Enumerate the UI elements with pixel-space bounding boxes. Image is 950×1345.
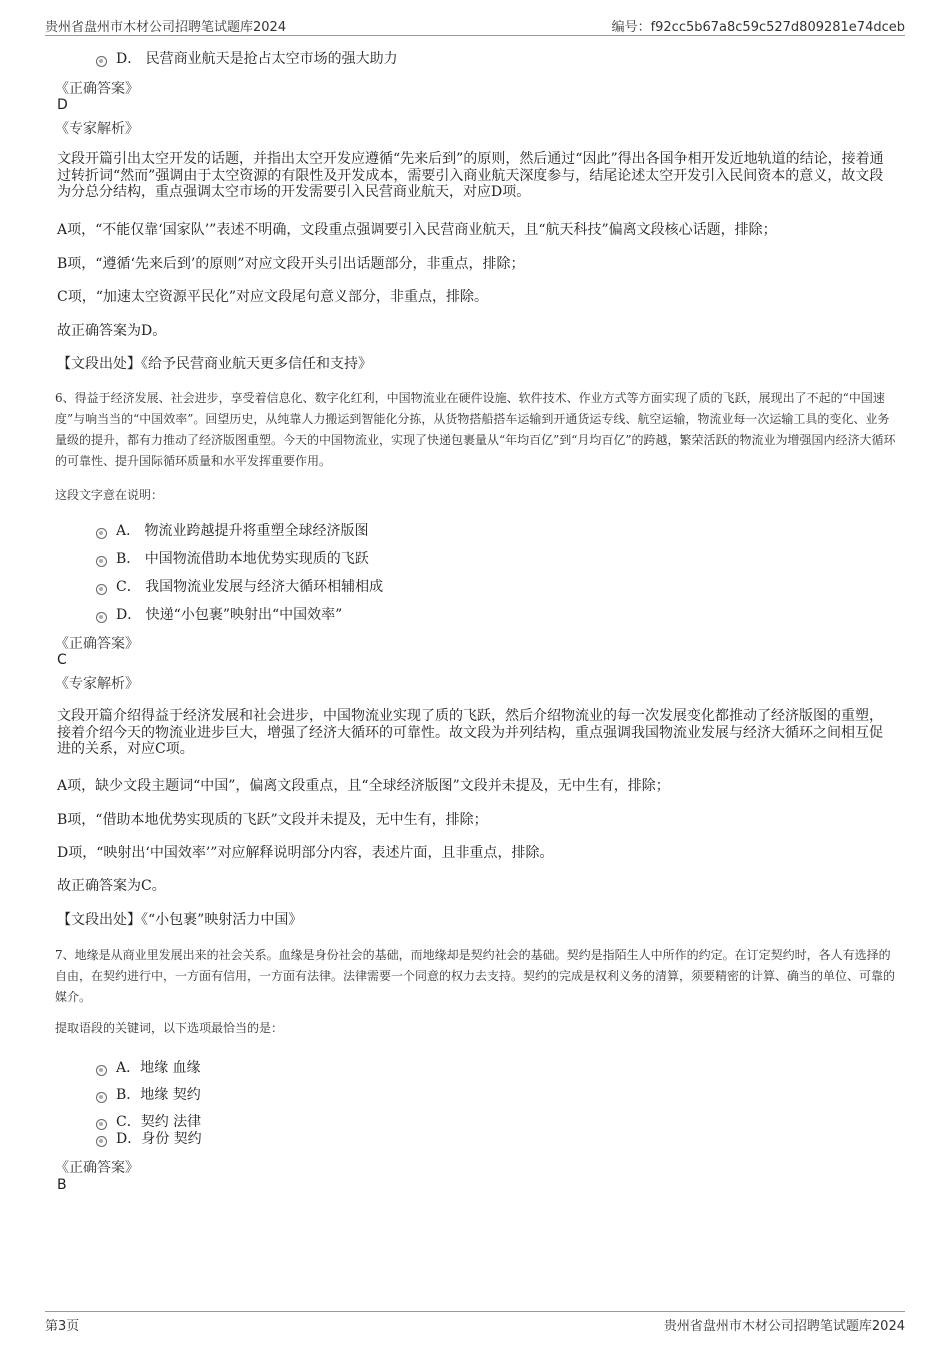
q5-note-a: A项，“不能仅靠‘国家队’”表述不明确，文段重点强调要引入民营商业航天，且“航天科技”偏离文段核心话题，排除； [57,222,777,238]
q5-analysis-label: 《专家解析》 [55,121,139,137]
q6-question-text: 6、得益于经济发展、社会进步，享受着信息化、数字化红利，中国物流业在硬件设施、软件技术、作业方式等方面实现了质的飞跃，展现出了不起的“中国速度”与响当当的“中国效率”。回望历史，从纯靠人力搬运到智能化分拣，从货物搭船搭车运输到开通货运专线、航空运输，物流业每一次运输工具的变化、业务量级的提升，都有力推动了经济版图重塑。今天的中国物流业，实现了快递包裹量从“年均百亿”到“月均百亿”的跨越，繁荣活跃的物流业为增强国内经济大循环的可靠性、提升国际循环质量和水平发挥重要作用。 [55,391,896,468]
q7-option-d[interactable]: D．身份 契约 [96,1128,202,1148]
radio-icon[interactable] [96,612,107,623]
page-number: 第3页 [45,1319,80,1334]
q5-option-d[interactable]: D． 民营商业航天是抢占太空市场的强大助力 [96,48,398,68]
q5-conclusion: 故正确答案为D。 [57,323,167,339]
q6-option-c[interactable]: C． 我国物流业发展与经济大循环相辅相成 [96,576,383,596]
radio-icon[interactable] [96,584,107,595]
q6-answer-label: 《正确答案》 [55,636,139,652]
q6-option-a[interactable]: A． 物流业跨越提升将重塑全球经济版图 [96,520,369,540]
q5-answer-label: 《正确答案》 [55,81,139,97]
q5-source: 【文段出处】《给予民营商业航天更多信任和支持》 [57,356,372,372]
q6-analysis-label: 《专家解析》 [55,676,139,692]
footer-title: 贵州省盘州市木材公司招聘笔试题库2024 [663,1319,905,1334]
q6-source: 【文段出处】《“小包裹”映射活力中国》 [57,912,303,928]
radio-icon[interactable] [96,1065,107,1076]
q6-option-b[interactable]: B． 中国物流借助本地优势实现质的飞跃 [96,548,369,568]
q6-note-b: B项，“借助本地优势实现质的飞跃”文段并未提及，无中生有，排除； [57,812,488,828]
q7-answer: B [57,1177,67,1193]
radio-icon[interactable] [96,56,107,67]
q6-analysis: 文段开篇介绍得益于经济发展和社会进步，中国物流业实现了质的飞跃，然后介绍物流业的每一次发展变化都推动了经济版图的重塑，接着介绍今天的物流业进步巨大，增强了经济大循环的可靠性。故文段为并列结构，重点强调我国物流业发展与经济大循环之间相互促进的关系，对应C项。 [57,708,883,757]
radio-icon[interactable] [96,528,107,539]
radio-icon[interactable] [96,1092,107,1103]
q6-note-d: D项，“映射出‘中国效率’”对应解释说明部分内容，表述片面，且非重点，排除。 [57,845,554,861]
q7-prompt: 提取语段的关键词，以下选项最恰当的是： [55,1021,284,1035]
q6-option-d[interactable]: D． 快递“小包裹”映射出“中国效率” [96,604,342,624]
q5-note-b: B项，“遵循‘先来后到’的原则”对应文段开头引出话题部分，非重点，排除； [57,256,525,272]
q7-answer-label: 《正确答案》 [55,1160,139,1176]
q7-option-c[interactable]: C．契约 法律 [96,1111,201,1131]
q7-question-text: 7、地缘是从商业里发展出来的社会关系。血缘是身份社会的基础，而地缘却是契约社会的基础。契约是指陌生人中所作的约定。在订定契约时，各人有选择的自由，在契约进行中，一方面有信用，一方面有法律。法律需要一个同意的权力去支持。契约的完成是权利义务的清算，须要精密的计算、确当的单位、可靠的媒介。 [55,948,896,1004]
page-header [45,14,905,36]
page-footer [45,1311,905,1333]
radio-icon[interactable] [96,556,107,567]
header-title: 贵州省盘州市木材公司招聘笔试题库2024 [45,20,287,35]
q7-option-a[interactable]: A．地缘 血缘 [96,1057,201,1077]
q6-prompt: 这段文字意在说明： [55,488,164,502]
radio-icon[interactable] [96,1136,107,1147]
q6-note-a: A项，缺少文段主题词“中国”，偏离文段重点，且“全球经济版图”文段并未提及，无中生有，排除； [57,778,670,794]
q6-answer: C [57,652,67,668]
q5-analysis: 文段开篇引出太空开发的话题，并指出太空开发应遵循“先来后到”的原则，然后通过“因此”得出各国争相开发近地轨道的结论，接着通过转折词“然而”强调由于太空资源的有限性及开发成本，需要引入商业航天深度参与，结尾论述太空开发引入民间资本的意义，故文段为分总分结构，重点强调太空市场的开发需要引入民营商业航天，对应D项。 [57,151,884,200]
q7-option-b[interactable]: B．地缘 契约 [96,1084,201,1104]
q6-conclusion: 故正确答案为C。 [57,878,166,894]
header-serial-number: 编号：f92cc5b67a8c59c527d809281e74dceb [611,20,905,35]
q5-note-c: C项，“加速太空资源平民化”对应文段尾句意义部分，非重点，排除。 [57,289,489,305]
q5-answer: D [57,97,68,113]
